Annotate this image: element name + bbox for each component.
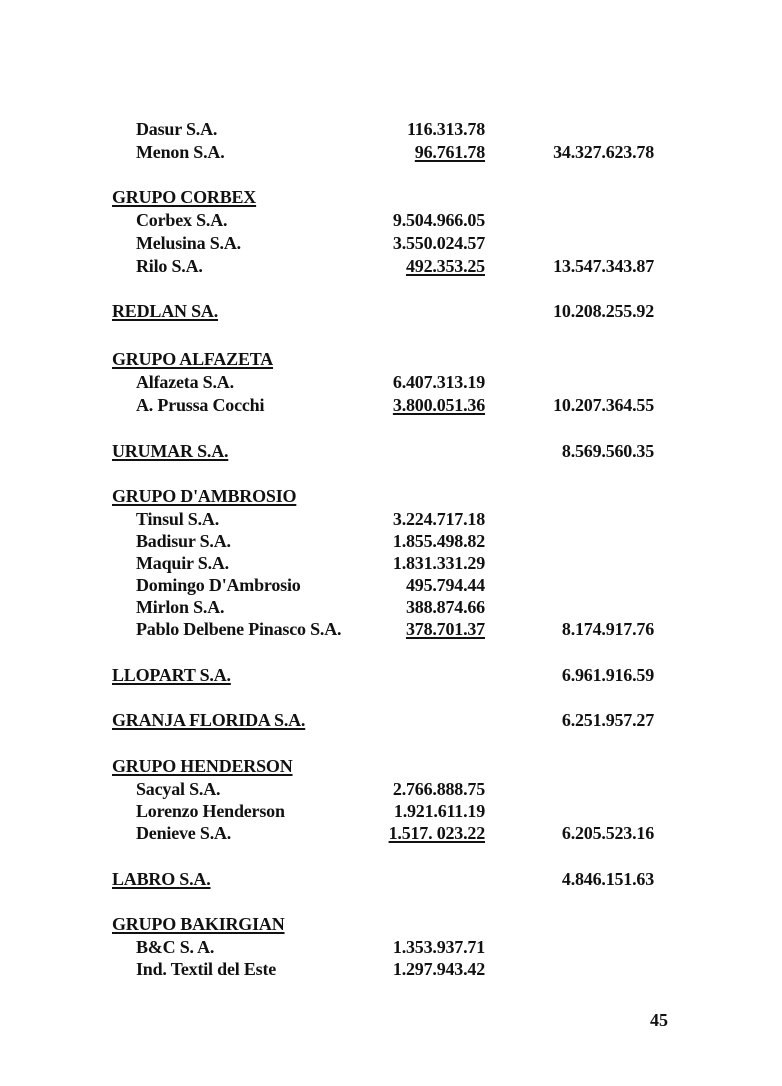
group-header: GRUPO ALFAZETA [112, 349, 274, 369]
company-row [0, 232, 782, 254]
company-row [0, 574, 782, 596]
company-header-row [0, 300, 782, 322]
company-header-row [0, 709, 782, 731]
group-total: 13.547.343.87 [553, 256, 654, 276]
company-row [0, 118, 782, 140]
company-amount: 1.855.498.82 [392, 531, 485, 551]
company-amount: 495.794.44 [405, 575, 485, 595]
company-name: Corbex S.A. [136, 210, 228, 230]
company-row [0, 958, 782, 980]
company-amount: 3.800.051.36 [392, 395, 485, 415]
company-header: LLOPART S.A. [112, 665, 231, 685]
company-name: Tinsul S.A. [136, 509, 220, 529]
company-name: Menon S.A. [136, 142, 225, 162]
company-header-row [0, 664, 782, 686]
company-amount: 2.766.888.75 [392, 779, 485, 799]
company-header: URUMAR S.A. [112, 441, 229, 461]
group-header: GRUPO HENDERSON [112, 756, 293, 776]
company-row [0, 508, 782, 530]
company-total: 10.208.255.92 [553, 301, 654, 321]
company-amount: 9.504.966.05 [392, 210, 485, 230]
company-total: 8.569.560.35 [561, 441, 654, 461]
company-name: Alfazeta S.A. [136, 372, 234, 392]
company-amount: 378.701.37 [405, 619, 485, 639]
company-name: Dasur S.A. [136, 119, 218, 139]
company-name: Sacyal S.A. [136, 779, 221, 799]
group-total: 8.174.917.76 [561, 619, 654, 639]
company-amount: 3.224.717.18 [392, 509, 485, 529]
company-header-row [0, 440, 782, 462]
company-amount: 1.353.937.71 [392, 937, 485, 957]
company-row [0, 618, 782, 640]
company-name: Lorenzo Henderson [136, 801, 285, 821]
company-header-row [0, 868, 782, 890]
company-row [0, 255, 782, 277]
company-amount: 1.921.611.19 [393, 801, 485, 821]
company-header: GRANJA FLORIDA S.A. [112, 710, 306, 730]
group-total: 6.205.523.16 [561, 823, 654, 843]
company-row [0, 552, 782, 574]
company-total: 6.251.957.27 [561, 710, 654, 730]
company-amount: 1.297.943.42 [392, 959, 485, 979]
company-amount: 3.550.024.57 [392, 233, 485, 253]
company-name: Badisur S.A. [136, 531, 231, 551]
company-header: LABRO S.A. [112, 869, 211, 889]
company-row [0, 530, 782, 552]
group-header: GRUPO BAKIRGIAN [112, 914, 285, 934]
company-amount: 1.517. 023.22 [388, 823, 485, 843]
company-name: Pablo Delbene Pinasco S.A. [136, 619, 342, 639]
company-header: REDLAN SA. [112, 301, 219, 321]
company-row [0, 141, 782, 163]
group-header-row [0, 348, 782, 370]
group-total: 10.207.364.55 [553, 395, 654, 415]
company-row [0, 394, 782, 416]
company-name: A. Prussa Cocchi [136, 395, 265, 415]
page-number: 45 [650, 1010, 668, 1030]
company-name: Domingo D'Ambrosio [136, 575, 301, 595]
company-name: Melusina S.A. [136, 233, 241, 253]
company-row [0, 800, 782, 822]
company-total: 4.846.151.63 [561, 869, 654, 889]
company-amount: 116.313.78 [406, 119, 485, 139]
group-header-row [0, 186, 782, 208]
company-total: 6.961.916.59 [561, 665, 654, 685]
group-header: GRUPO D'AMBROSIO [112, 486, 297, 506]
company-name: Denieve S.A. [136, 823, 232, 843]
company-row [0, 778, 782, 800]
company-amount: 96.761.78 [414, 142, 485, 162]
group-header-row [0, 485, 782, 507]
company-amount: 6.407.313.19 [392, 372, 485, 392]
group-header-row [0, 913, 782, 935]
company-row [0, 822, 782, 844]
company-name: B&C S. A. [136, 937, 215, 957]
company-amount: 388.874.66 [405, 597, 485, 617]
company-name: Ind. Textil del Este [136, 959, 277, 979]
company-row [0, 209, 782, 231]
company-name: Mirlon S.A. [136, 597, 225, 617]
group-total: 34.327.623.78 [553, 142, 654, 162]
company-amount: 1.831.331.29 [392, 553, 485, 573]
company-row [0, 936, 782, 958]
company-name: Rilo S.A. [136, 256, 203, 276]
company-name: Maquir S.A. [136, 553, 229, 573]
company-row [0, 371, 782, 393]
company-row [0, 596, 782, 618]
group-header-row [0, 755, 782, 777]
group-header: GRUPO CORBEX [112, 187, 257, 207]
company-amount: 492.353.25 [405, 256, 485, 276]
